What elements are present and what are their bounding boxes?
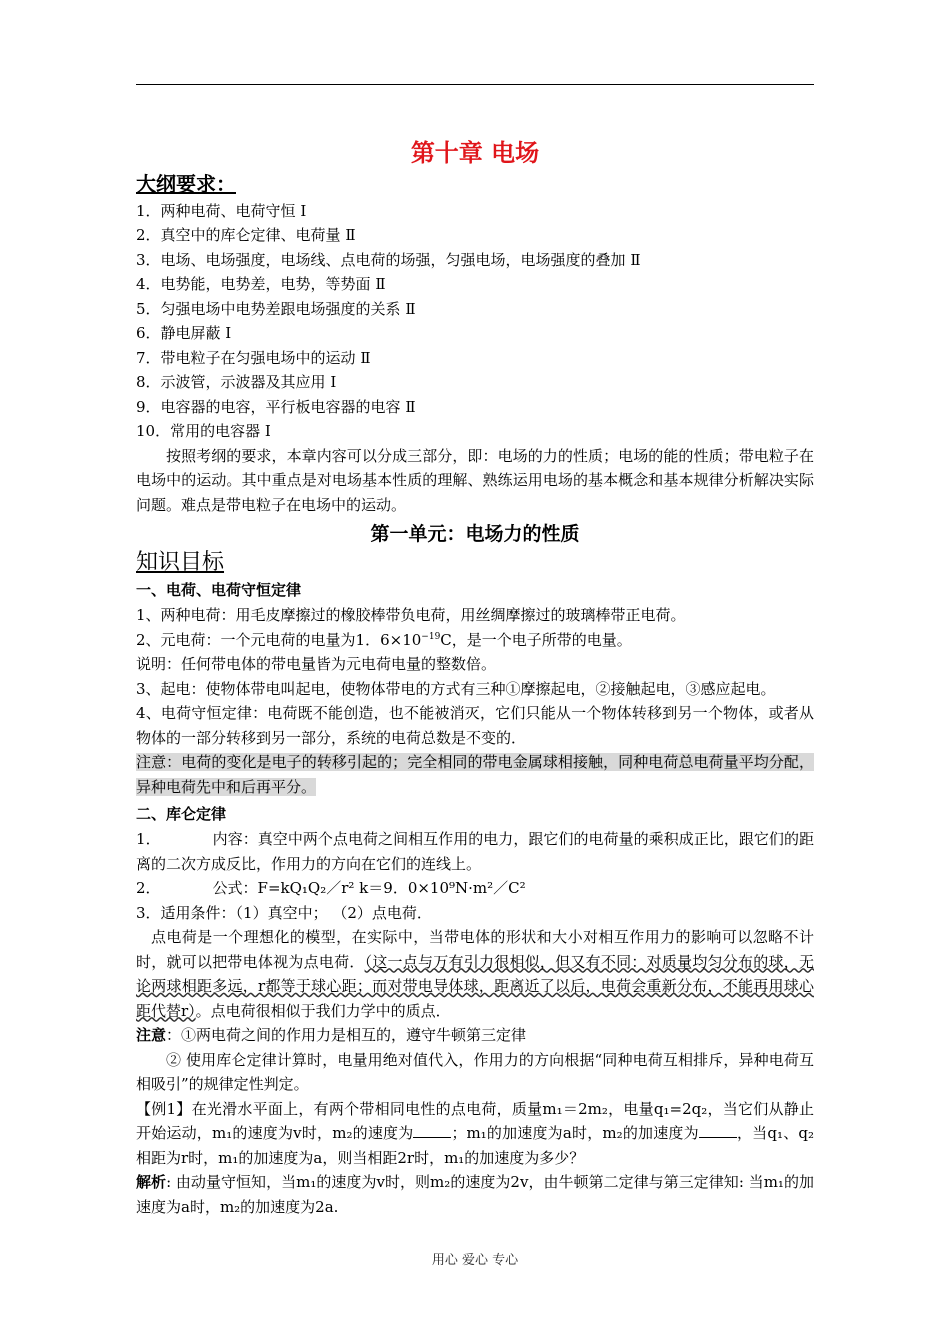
intro-paragraph: 按照考纲的要求，本章内容可以分成三部分，即：电场的力的性质；电场的能的性质；带电粒子在电场中的运动。其中重点是对电场基本性质的理解、熟练运用电场的基本概念和基本规律分析解决实际问题。难点是带电粒子在电场中的运动。 — [136, 446, 814, 514]
outline-item: 6．静电屏蔽 Ⅰ — [136, 324, 232, 342]
outline-item: 1．两种电荷、电荷守恒 Ⅰ — [136, 201, 307, 220]
paragraph: 1、两种电荷：用毛皮摩擦过的橡胶棒带负电荷，用丝绸摩擦过的玻璃棒带正电荷。 — [136, 606, 686, 624]
chapter-title: 第十章 电场 — [410, 139, 540, 167]
outline-item: 9．电容器的电容，平行板电容器的电容 Ⅱ — [136, 397, 416, 416]
outline-item: 4．电势能，电势差，电势，等势面 Ⅱ — [136, 275, 386, 293]
answer-blank — [699, 1123, 737, 1138]
header-rule — [136, 84, 814, 85]
unit-title: 第一单元：电场力的性质 — [370, 523, 580, 545]
outline-item: 5．匀强电场中电势差跟电场强度的关系 Ⅱ — [136, 299, 416, 318]
paragraph: 3、起电：使物体带电叫起电，使物体带电的方式有三种①摩擦起电，②接触起电，③感应起电。 — [136, 679, 776, 698]
paragraph: 说明：任何带电体的带电量皆为元电荷电量的整数倍。 — [136, 655, 497, 673]
solution-paragraph: 解析: 由动量守恒知，当m₁的速度为v时，则m₂的速度为2v，由牛顿第二定律与第三定律知: 当m₁的加速度为a时，m₂的加速度为2a. — [136, 1173, 814, 1216]
answer-blank — [413, 1123, 451, 1138]
wavy-underlined-text: （这一点与万有引力很相似，但又有不同：对质量均匀分布的球，无论两球相距多远，r都等于球心距；而对带电导体球，距离近了以后，电荷会重新分布，不能再用球心距代替r） — [136, 952, 814, 1020]
outline-list — [136, 199, 814, 444]
section-heading: 二、库仑定律 — [136, 805, 227, 823]
outline-item: 2．真空中的库仑定律、电荷量 Ⅱ — [136, 226, 356, 244]
paragraph: 4、电荷守恒定律：电荷既不能创造，也不能被消灭，它们只能从一个物体转移到另一个物体，或者从物体的一部分转移到另一部分，系统的电荷总数是不变的． — [136, 704, 814, 747]
paragraph: 注意：①两电荷之间的作用力是相互的，遵守牛顿第三定律 — [136, 1026, 527, 1044]
outline-item: 3．电场、电场强度，电场线、点电荷的场强，匀强电场，电场强度的叠加 Ⅱ — [136, 250, 641, 269]
knowledge-heading: 知识目标 — [136, 550, 225, 575]
document-body — [136, 170, 814, 1219]
highlighted-note: 注意：电荷的变化是电子的转移引起的；完全相同的带电金属球相接触，同种电荷总电荷量平均分配，异种电荷先中和后再平分。 — [136, 753, 814, 796]
paragraph: 1． 内容：真空中两个点电荷之间相互作用的电力，跟它们的电荷量的乘积成正比，跟它们的距离的二次方成反比，作用力的方向在它们的连线上。 — [136, 830, 814, 873]
paragraph: 点电荷是一个理想化的模型，在实际中，当带电体的形状和大小对相互作用力的影响可以忽略不计时，就可以把带电体视为点电荷．（这一点与万有引力很相似，但又有不同：对质量均匀分布的球，无论两球相距多远，r都等于球心距；而对带电导体球，距离近了以后，电荷会重新分布，不能再用球心距代替r）。点电荷很相似于我们力学中的质点． — [136, 928, 814, 1020]
paragraph: 2、元电荷：一个元电荷的电量为1．$6\times 10^{-19}C$，是一个电子所带的电量。 — [136, 630, 632, 649]
outline-item: 8．示波管，示波器及其应用 Ⅰ — [136, 373, 337, 391]
outline-item: 10．常用的电容器 Ⅰ — [136, 422, 271, 440]
paragraph: 3．适用条件：（1）真空中； （2）点电荷． — [136, 903, 432, 922]
outline-item: 7．带电粒子在匀强电场中的运动 Ⅱ — [136, 348, 371, 367]
paragraph: ② 使用库仑定律计算时，电量用绝对值代入，作用力的方向根据“同种电荷互相排斥，异种电荷互相吸引”的规律定性判定。 — [136, 1050, 814, 1093]
example-paragraph: 【例1】在光滑水平面上，有两个带相同电性的点电荷，质量m₁＝2m₂，电量q₁=2q₂，当它们从静止开始运动，m₁的速度为v时，m₂的速度为 ；m₁的加速度为a时，m₂的加速度为 ，当q₁、q₂相距为r时，m₁的加速度为a，则当相距2r时，m₁的加速度为多少？ — [136, 1099, 815, 1167]
page-footer: 用心 爱心 专心 — [431, 1253, 519, 1268]
formula-line: 2． 公式：F=kQ₁Q₂／r² k＝9．0×10⁹N·m²／C² — [136, 879, 526, 897]
section-heading: 一、电荷、电荷守恒定律 — [136, 581, 302, 599]
outline-heading: 大纲要求： — [136, 172, 236, 196]
